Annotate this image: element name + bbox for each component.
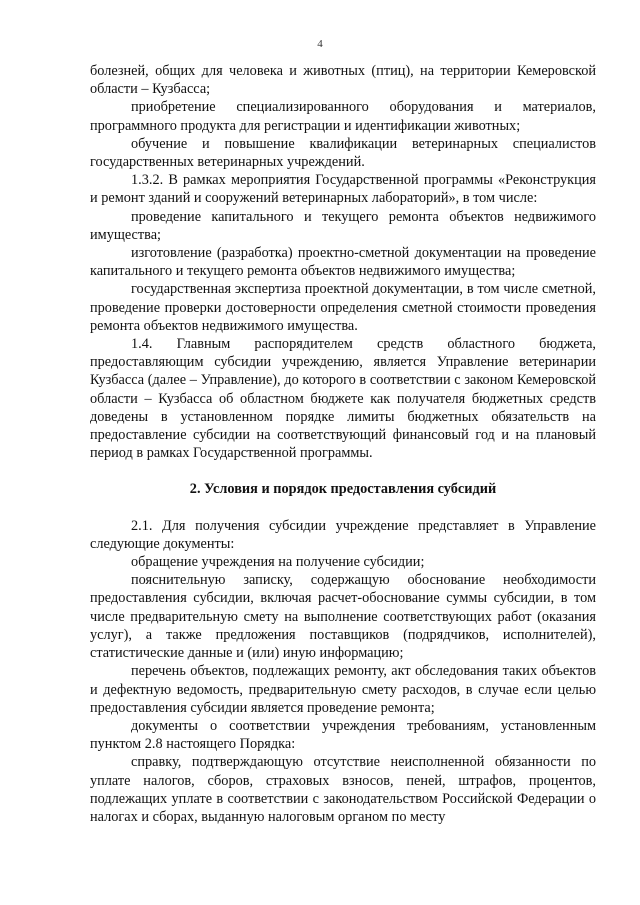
paragraph: справку, подтверждающую отсутствие неисполненной обязанности по уплате налогов, сборов, страховых взносов, пеней, штрафов, процентов, подлежащих уплате в соответствии с законодательством Российской Федерации о налогах и сборах, выданную налоговым органом по месту xyxy=(90,754,596,825)
document-body xyxy=(90,62,596,826)
paragraph: 1.3.2. В рамках мероприятия Государственной программы «Реконструкция и ремонт зданий и сооружений ветеринарных лабораторий», в том числе: xyxy=(90,172,596,207)
page-number: 4 xyxy=(317,38,323,50)
paragraph: приобретение специализированного оборудования и материалов, программного продукта для регистрации и идентификации животных; xyxy=(90,99,596,134)
paragraph: документы о соответствии учреждения требованиям, установленным пунктом 2.8 настоящего Порядка: xyxy=(90,717,596,753)
paragraph: 2.1. Для получения субсидии учреждение представляет в Управление следующие документы: xyxy=(90,517,596,552)
paragraph: обучение и повышение квалификации ветеринарных специалистов государственных ветеринарных учреждений. xyxy=(90,135,596,171)
paragraph: болезней, общих для человека и животных (птиц), на территории Кемеровской области – Кузбасса; xyxy=(90,63,596,98)
paragraph: пояснительную записку, содержащую обоснование необходимости предоставления субсидии, включая расчет-обоснование суммы субсидии, в том числе предварительную смету на выполнение соответствующих работ (оказания услуг), а также предложения поставщиков (подрядчиков, исполнителей), статистические данные и (или) иную информацию; xyxy=(90,572,596,662)
paragraph: обращение учреждения на получение субсидии; xyxy=(131,554,425,571)
paragraph: 1.4. Главным распорядителем средств областного бюджета, предоставляющим субсидии учреждению, является Управление ветеринарии Кузбасса (далее – Управление), до которого в соответствии с законом Кемеровской области – Кузбасса об областном бюджете как получателя бюджетных средств доведены в установленном порядке лимиты бюджетных обязательств на предоставление субсидии на соответствующий финансовый год и на плановый период в рамках Государственной программы. xyxy=(90,336,596,462)
paragraph: государственная экспертиза проектной документации, в том числе сметной, проведение проверки достоверности определения сметной стоимости проведения ремонта объектов недвижимого имущества. xyxy=(90,281,596,334)
section-heading: 2. Условия и порядок предоставления субсидий xyxy=(189,481,497,498)
paragraph: перечень объектов, подлежащих ремонту, акт обследования таких объектов и дефектную ведомость, предварительную смету расходов, в случае если целью предоставления субсидии является проведение ремонта; xyxy=(90,663,596,716)
paragraph: изготовление (разработка) проектно-сметной документации на проведение капитального и текущего ремонта объектов недвижимого имущества; xyxy=(90,245,596,280)
paragraph: проведение капитального и текущего ремонта объектов недвижимого имущества; xyxy=(90,208,596,243)
